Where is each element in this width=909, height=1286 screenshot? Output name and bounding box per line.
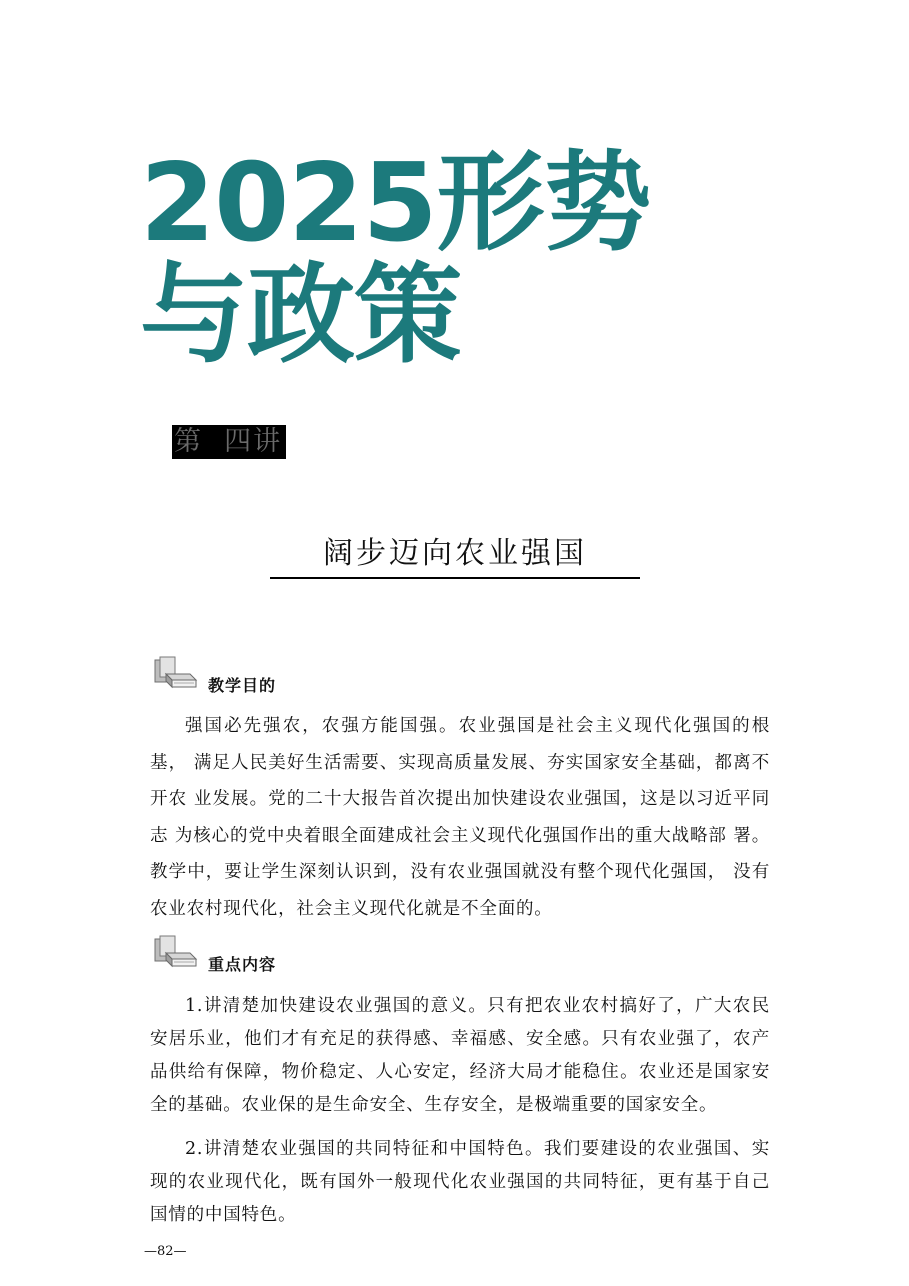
section-label: 重点内容: [208, 955, 277, 974]
paragraph-key-point-2: 2.讲清楚农业强国的共同特征和中国特色。我们要建设的农业强国、实现的农业现代化，既有国外一般现代化农业强国的共同特征，更有基于自己 国情的中国特色。: [150, 1139, 770, 1225]
paragraph-key-point-1: 1.讲清楚加快建设农业强国的意义。只有把农业农村搞好了，广大农民安居乐业，他们才有充足的获得感、幸福感、安全感。只有农业强了，农产品供给有保障，物价稳定、人心安定，经济大局才能稳住。农业还是国家安全的基础。农业保的是生命安全、生存安全，是极端重要的国家安全。: [150, 996, 770, 1115]
paragraph-teaching-goals: 强国必先强农，农强方能国强。农业强国是社会主义现代化强国的根基， 满足人民美好生活需要、实现高质量发展、夯实国家安全基础，都离不开农 业发展。党的二十大报告首次提出加快建设农业强国，这是以习近平同志 为核心的党中央着眼全面建成社会主义现代化强国作出的重大战略部 署。教学中，要让学生深刻认识到，没有农业强国就没有整个现代化强国， 没有农业农村现代化，社会主义现代化就是不全面的。: [150, 716, 770, 919]
section-label: 教学目的: [208, 676, 277, 695]
books-icon: [152, 935, 200, 975]
chapter-title: 阔步迈向农业强国: [323, 536, 587, 571]
lecture-number-label: 第 四讲: [172, 425, 286, 459]
title-underline: [270, 577, 640, 579]
cover-title-line-2: 与政策: [140, 253, 462, 378]
cover-title-line-1: 2025形势: [140, 141, 651, 266]
page-number: —82—: [144, 1244, 187, 1259]
books-icon: [152, 656, 200, 696]
